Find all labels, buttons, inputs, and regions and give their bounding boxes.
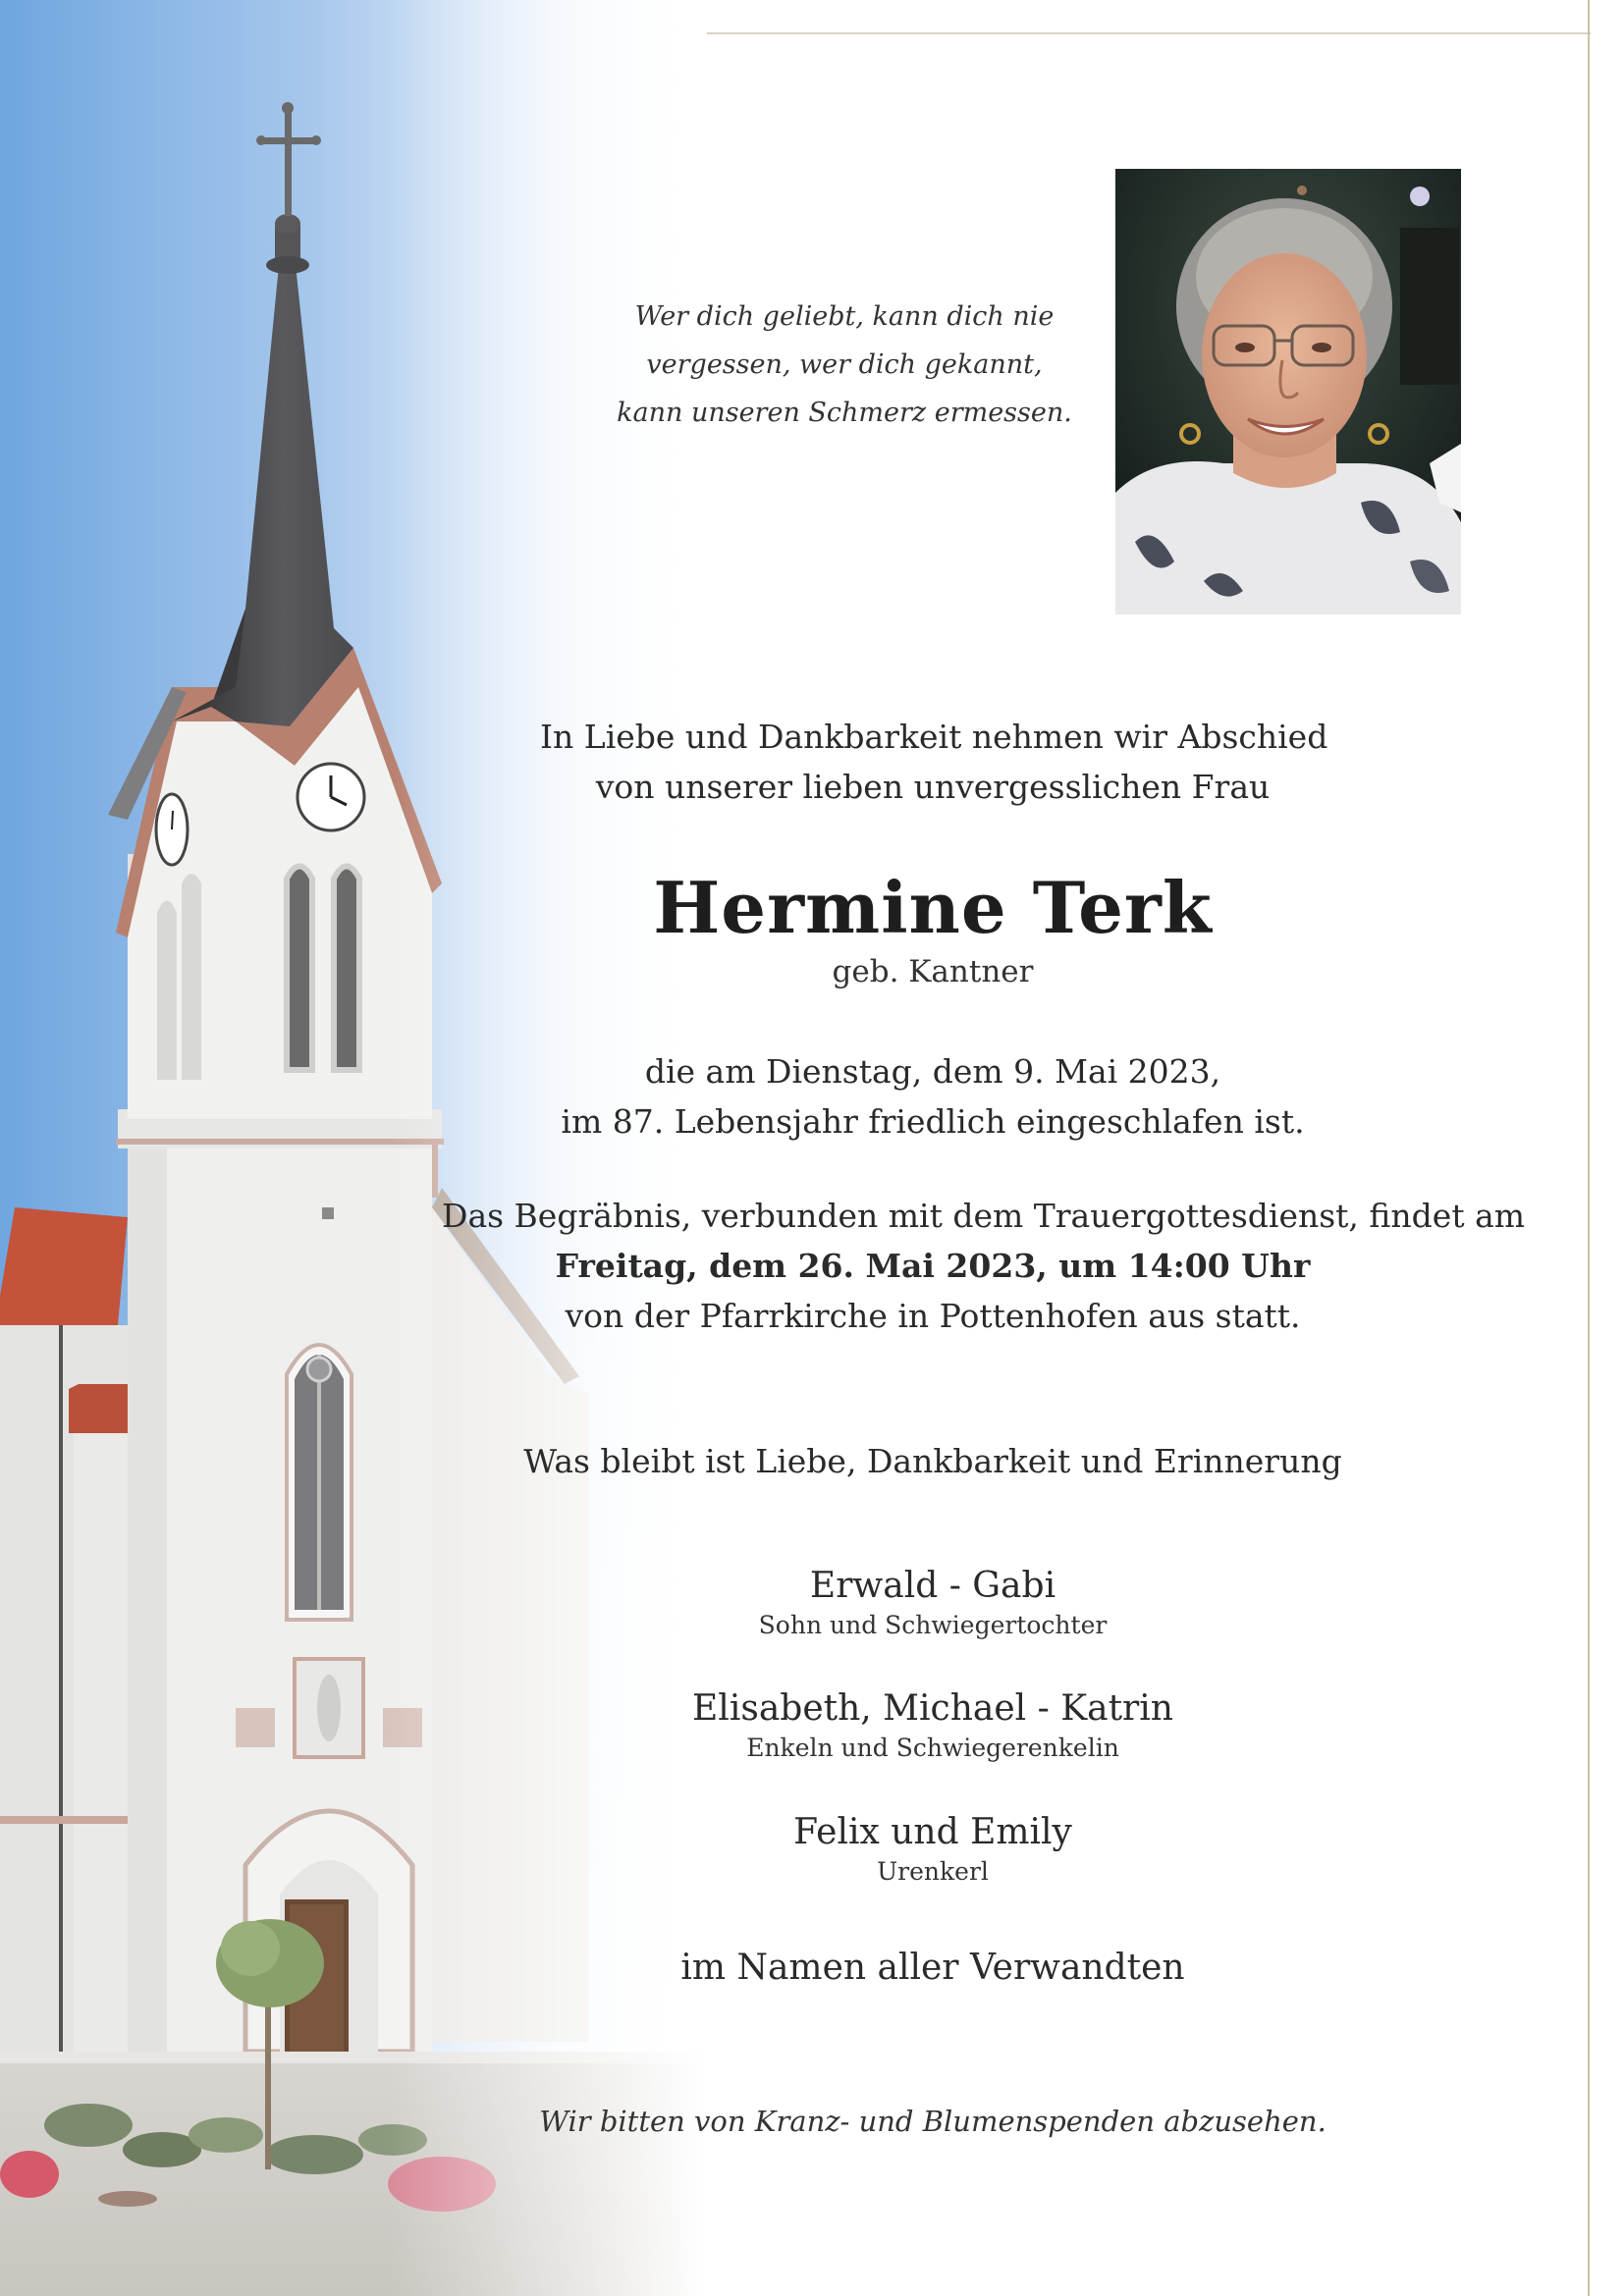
death-line: die am Dienstag, dem 9. Mai 2023, [644,1052,1221,1091]
maiden-name: geb. Kantner [832,954,1034,989]
donation-note: Wir bitten von Kranz- und Blumenspenden abzusehen. [539,2105,1326,2138]
family-group [540,1811,1326,1890]
family-name: Felix und Emily [793,1812,1072,1852]
funeral-date: Freitag, dem 26. Mai 2023, um 14:00 Uhr [555,1247,1311,1285]
family-group [540,1565,1326,1643]
farewell-intro [540,712,1326,812]
family-name: Elisabeth, Michael - Katrin [692,1688,1173,1729]
memorial-quote [550,293,1139,437]
funeral-location: von der Pfarrkirche in Pottenhofen aus statt. [565,1297,1301,1335]
quote-line: kann unseren Schmerz ermessen. [617,398,1072,428]
death-line: im 87. Lebensjahr friedlich eingeschlafen ist. [561,1102,1305,1141]
deceased-name: Hermine Terk [653,866,1213,949]
intro-line: In Liebe und Dankbarkeit nehmen wir Abschied [540,718,1328,756]
motto: Was bleibt ist Liebe, Dankbarkeit und Erinnerung [523,1442,1342,1480]
family-role: Sohn und Schwiegertochter [758,1611,1108,1639]
intro-line: von unserer lieben unvergesslichen Frau [595,768,1271,806]
quote-line: vergessen, wer dich gekannt, [646,349,1043,380]
family-name: Erwald - Gabi [809,1566,1056,1606]
family-group [540,1687,1326,1766]
family-role: Urenkerl [877,1857,989,1886]
relatives-line: im Namen aller Verwandten [680,1948,1185,1988]
family-role: Enkeln und Schwiegerenkelin [746,1734,1119,1762]
funeral-info [442,1191,1526,1341]
death-notice [491,1046,1375,1147]
quote-line: Wer dich geliebt, kann dich nie [634,301,1055,332]
funeral-line: Das Begräbnis, verbunden mit dem Trauergottesdienst, findet am [442,1197,1526,1235]
frame-right-line [1588,0,1590,2296]
portrait-photo [1115,169,1461,614]
